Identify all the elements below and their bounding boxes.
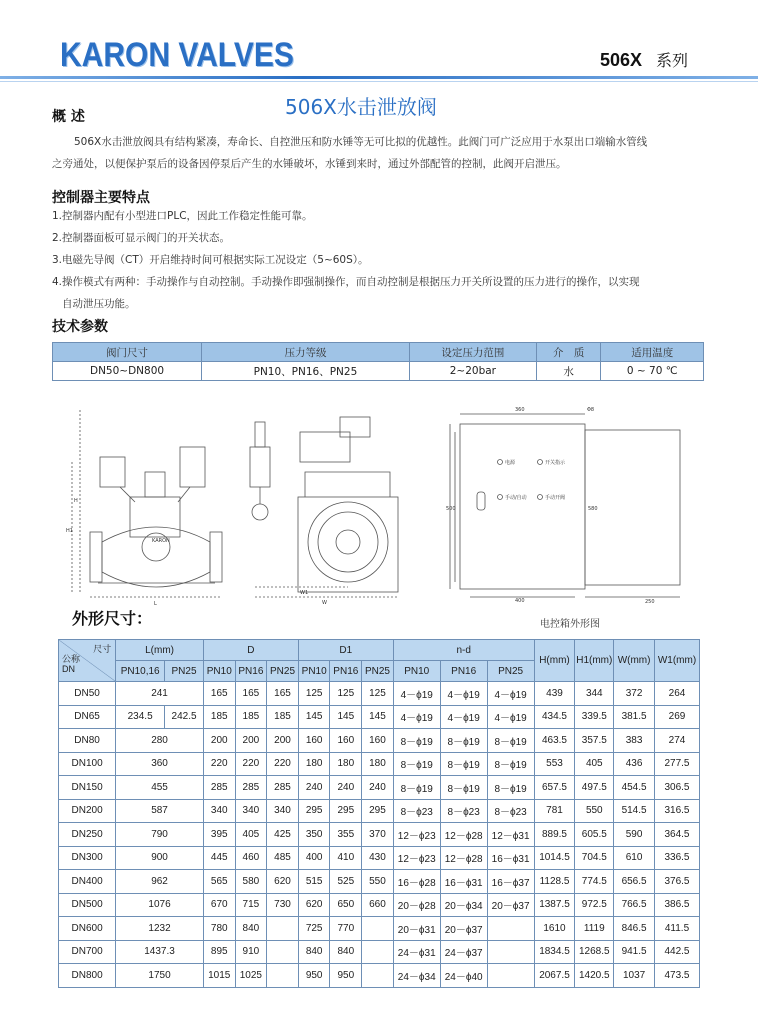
table-cell: 1014.5	[534, 846, 575, 870]
table-cell: 285	[267, 776, 299, 800]
table-cell: 650	[330, 893, 362, 917]
series-code: 506X	[599, 50, 642, 70]
corner-bottom-2: DN	[62, 664, 75, 674]
table-cell	[362, 940, 394, 964]
table-cell: 4－ϕ19	[440, 682, 487, 706]
table-cell: 165	[203, 682, 235, 706]
table-cell: 4－ϕ19	[487, 705, 534, 729]
table-cell	[487, 917, 534, 941]
corner-header-cell	[59, 640, 116, 682]
table-row	[59, 799, 700, 823]
table-cell: 285	[203, 776, 235, 800]
table-cell: 16－ϕ31	[440, 870, 487, 894]
table-cell: 454.5	[614, 776, 655, 800]
table-cell: 4－ϕ19	[393, 705, 440, 729]
header-w1: W1(mm)	[654, 640, 699, 682]
valve-side-view	[250, 417, 398, 597]
table-cell: 8－ϕ19	[393, 729, 440, 753]
table-cell: 410	[330, 846, 362, 870]
table-cell: 514.5	[614, 799, 655, 823]
table-row	[59, 940, 700, 964]
table-cell: 1037	[614, 964, 655, 988]
table-cell: 770	[330, 917, 362, 941]
table-cell: 200	[235, 729, 267, 753]
table-cell: 610	[614, 846, 655, 870]
table-cell: 515	[298, 870, 330, 894]
table-row	[59, 846, 700, 870]
table-cell: 2~20bar	[409, 362, 536, 381]
table-cell: 4－ϕ19	[393, 682, 440, 706]
table-cell: 20－ϕ28	[393, 893, 440, 917]
table-cell: 242.5	[165, 705, 204, 729]
corner-top: 尺寸	[93, 644, 112, 654]
table-cell: 962	[116, 870, 204, 894]
corner-bottom-1: 公称	[62, 654, 81, 664]
table-cell: DN65	[59, 705, 116, 729]
table-row	[59, 964, 700, 988]
table-cell: 550	[575, 799, 614, 823]
feature-item: 1.控制器内配有小型进口PLC，因此工作稳定性能可靠。	[52, 210, 313, 222]
overview-paragraph	[52, 131, 712, 175]
table-cell: 715	[235, 893, 267, 917]
brand-mark: KARON	[152, 538, 170, 544]
dim-250: 250	[645, 599, 655, 605]
sub-header: PN25	[487, 661, 534, 682]
table-cell: PN10、PN16、PN25	[202, 362, 410, 381]
table-cell: 656.5	[614, 870, 655, 894]
table-cell: 8－ϕ19	[440, 729, 487, 753]
table-cell: 125	[330, 682, 362, 706]
table-cell: 240	[362, 776, 394, 800]
table-cell: 180	[330, 752, 362, 776]
dim-580: 580	[588, 506, 598, 512]
table-cell: 372	[614, 682, 655, 706]
sub-header: PN10	[298, 661, 330, 682]
technical-drawings	[60, 402, 700, 617]
table-cell: 1834.5	[534, 940, 575, 964]
table-cell: 463.5	[534, 729, 575, 753]
table-cell: 889.5	[534, 823, 575, 847]
table-cell: 780	[203, 917, 235, 941]
sub-header: PN10,16	[116, 661, 165, 682]
table-cell: 657.5	[534, 776, 575, 800]
table-row	[59, 682, 700, 706]
brand-logo: KARON VALVES	[60, 36, 294, 74]
table-cell: 425	[267, 823, 299, 847]
table-cell: 295	[362, 799, 394, 823]
table-cell: 670	[203, 893, 235, 917]
table-row	[59, 752, 700, 776]
table-cell: 355	[330, 823, 362, 847]
table-cell: 430	[362, 846, 394, 870]
table-cell: 395	[203, 823, 235, 847]
label-h1: H1	[66, 528, 73, 534]
table-cell: 370	[362, 823, 394, 847]
table-cell: 895	[203, 940, 235, 964]
document-title: 506X水击泄放阀	[285, 95, 437, 119]
table-cell: 12－ϕ28	[440, 823, 487, 847]
table-cell: 185	[267, 705, 299, 729]
table-header-row	[53, 343, 704, 362]
table-cell: 1015	[203, 964, 235, 988]
table-cell: DN150	[59, 776, 116, 800]
table-cell: DN600	[59, 917, 116, 941]
overview-heading: 概 述	[52, 109, 85, 125]
table-cell: 8－ϕ19	[440, 752, 487, 776]
table-cell: DN100	[59, 752, 116, 776]
feature-item: 3.电磁先导阀（CT）开启维持时间可根据实际工况设定（5~60S）。	[52, 254, 369, 266]
table-cell: 1232	[116, 917, 204, 941]
dim-400: 400	[515, 598, 525, 604]
table-cell: 357.5	[575, 729, 614, 753]
dim-phi8: Φ8	[587, 407, 595, 413]
label-w: W	[322, 600, 327, 606]
table-cell: 2067.5	[534, 964, 575, 988]
table-cell: 364.5	[654, 823, 699, 847]
table-cell	[362, 917, 394, 941]
table-cell: 900	[116, 846, 204, 870]
table-cell: 8－ϕ23	[487, 799, 534, 823]
tech-heading: 技术参数	[52, 319, 108, 335]
table-cell: 24－ϕ34	[393, 964, 440, 988]
series-label	[600, 48, 688, 71]
table-cell: 376.5	[654, 870, 699, 894]
table-cell: 220	[235, 752, 267, 776]
table-cell: 241	[116, 682, 204, 706]
table-cell: 0 ~ 70 ℃	[601, 362, 704, 381]
group-header-d: D	[203, 640, 298, 661]
table-cell: 455	[116, 776, 204, 800]
dim-360: 360	[515, 407, 525, 413]
table-cell	[267, 940, 299, 964]
table-cell: 781	[534, 799, 575, 823]
table-cell: 620	[298, 893, 330, 917]
panel-label: 手动/自动	[505, 495, 527, 501]
table-cell: 790	[116, 823, 204, 847]
table-cell: 442.5	[654, 940, 699, 964]
table-cell: 434.5	[534, 705, 575, 729]
table-cell: 774.5	[575, 870, 614, 894]
table-cell: 16－ϕ37	[487, 870, 534, 894]
header-cell: 适用温度	[601, 343, 704, 362]
table-cell: 620	[267, 870, 299, 894]
table-cell: 1610	[534, 917, 575, 941]
table-cell: 145	[298, 705, 330, 729]
table-cell: 8－ϕ19	[393, 776, 440, 800]
table-cell: 240	[330, 776, 362, 800]
table-cell: 730	[267, 893, 299, 917]
table-cell: 8－ϕ19	[487, 729, 534, 753]
table-cell: 605.5	[575, 823, 614, 847]
table-cell: 660	[362, 893, 394, 917]
table-cell: 386.5	[654, 893, 699, 917]
table-row	[59, 705, 700, 729]
table-cell	[487, 940, 534, 964]
sub-header: PN10	[393, 661, 440, 682]
panel-label: 手动开阀	[545, 495, 566, 501]
table-cell: 125	[362, 682, 394, 706]
table-cell: 295	[330, 799, 362, 823]
table-cell: 12－ϕ28	[440, 846, 487, 870]
dimensions-table-body	[59, 682, 700, 988]
table-cell: 185	[203, 705, 235, 729]
table-cell: 20－ϕ37	[487, 893, 534, 917]
sub-header: PN16	[235, 661, 267, 682]
table-cell: 1076	[116, 893, 204, 917]
table-cell: 840	[330, 940, 362, 964]
table-cell: 165	[235, 682, 267, 706]
table-cell: 277.5	[654, 752, 699, 776]
header-h: H(mm)	[534, 640, 575, 682]
table-cell: 340	[267, 799, 299, 823]
table-cell: 295	[298, 799, 330, 823]
table-cell: 180	[298, 752, 330, 776]
feature-item: 自动泄压功能。	[62, 298, 136, 310]
tech-params-table	[52, 342, 704, 381]
table-cell: 350	[298, 823, 330, 847]
table-cell	[362, 964, 394, 988]
table-cell: 8－ϕ19	[487, 776, 534, 800]
header-cell: 阀门尺寸	[53, 343, 202, 362]
table-cell: 1268.5	[575, 940, 614, 964]
table-cell: DN50	[59, 682, 116, 706]
table-cell: 269	[654, 705, 699, 729]
table-cell: 473.5	[654, 964, 699, 988]
group-header-d1: D1	[298, 640, 393, 661]
table-cell: 306.5	[654, 776, 699, 800]
table-cell: 12－ϕ23	[393, 823, 440, 847]
table-cell: 704.5	[575, 846, 614, 870]
table-cell: 4－ϕ19	[487, 682, 534, 706]
dimensions-title: 外形尺寸：	[72, 609, 153, 628]
series-word: 系列	[655, 51, 688, 70]
dim-500: 500	[446, 506, 456, 512]
table-row	[59, 917, 700, 941]
table-cell: 264	[654, 682, 699, 706]
table-cell: 8－ϕ19	[393, 752, 440, 776]
overview-line-1: 506X水击泄放阀具有结构紧凑，寿命长、自控泄压和防水锤等无可比拟的优越性。此阀门可广泛应用于水泵出口端输水管线	[74, 136, 648, 148]
table-cell: 285	[235, 776, 267, 800]
table-cell: 340	[203, 799, 235, 823]
table-cell: 20－ϕ37	[440, 917, 487, 941]
panel-label: 开关指示	[545, 460, 566, 466]
table-cell: 1128.5	[534, 870, 575, 894]
table-cell: 1750	[116, 964, 204, 988]
sub-header: PN16	[440, 661, 487, 682]
header-cell: 设定压力范围	[409, 343, 536, 362]
header-cell: 压力等级	[202, 343, 410, 362]
table-cell: 20－ϕ31	[393, 917, 440, 941]
table-cell: 950	[330, 964, 362, 988]
table-cell: 400	[298, 846, 330, 870]
table-cell: 411.5	[654, 917, 699, 941]
label-l: L	[154, 601, 157, 607]
label-h: H	[74, 498, 78, 504]
table-cell: 436	[614, 752, 655, 776]
sub-header: PN25	[165, 661, 204, 682]
table-cell: 840	[235, 917, 267, 941]
sub-header: PN25	[267, 661, 299, 682]
table-row	[59, 870, 700, 894]
group-header-nd: n-d	[393, 640, 534, 661]
table-cell: 220	[203, 752, 235, 776]
panel-label: 电源	[505, 460, 516, 466]
table-row	[59, 729, 700, 753]
table-cell: 725	[298, 917, 330, 941]
table-cell: 497.5	[575, 776, 614, 800]
table-cell: 1420.5	[575, 964, 614, 988]
table-cell: 766.5	[614, 893, 655, 917]
table-cell: 846.5	[614, 917, 655, 941]
table-cell: 336.5	[654, 846, 699, 870]
group-header-l: L(mm)	[116, 640, 204, 661]
table-cell: 274	[654, 729, 699, 753]
table-cell: 381.5	[614, 705, 655, 729]
feature-item: 4.操作模式有两种：手动操作与自动控制。手动操作即强制操作，而自动控制是根据压力开关所设置的压力进行的操作，以实现	[52, 276, 640, 288]
table-cell: 941.5	[614, 940, 655, 964]
feature-item: 2.控制器面板可显示阀门的开关状态。	[52, 232, 231, 244]
features-heading: 控制器主要特点	[52, 190, 150, 206]
table-row	[59, 776, 700, 800]
table-cell: 360	[116, 752, 204, 776]
table-cell: 445	[203, 846, 235, 870]
table-cell: DN400	[59, 870, 116, 894]
table-cell: 280	[116, 729, 204, 753]
table-cell: 316.5	[654, 799, 699, 823]
table-cell: 587	[116, 799, 204, 823]
table-cell: 972.5	[575, 893, 614, 917]
table-cell: 344	[575, 682, 614, 706]
table-group-header-row	[59, 640, 700, 661]
table-cell: 185	[235, 705, 267, 729]
features-list	[52, 205, 722, 315]
sub-header: PN10	[203, 661, 235, 682]
table-row	[59, 893, 700, 917]
table-cell: 580	[235, 870, 267, 894]
table-cell: 125	[298, 682, 330, 706]
table-cell: 160	[298, 729, 330, 753]
table-cell: 439	[534, 682, 575, 706]
header-w: W(mm)	[614, 640, 655, 682]
table-cell: 24－ϕ40	[440, 964, 487, 988]
table-cell: 8－ϕ23	[440, 799, 487, 823]
table-cell	[267, 917, 299, 941]
header-rule-thin	[0, 81, 758, 82]
table-cell: 553	[534, 752, 575, 776]
table-cell: 910	[235, 940, 267, 964]
overview-line-2: 之旁通处，以便保护泵后的设备因停泵后产生的水锤破坏，水锤到来时，通过外部配管的控制，此阀开启泄压。	[52, 158, 567, 170]
table-cell: 383	[614, 729, 655, 753]
table-cell: 485	[267, 846, 299, 870]
control-box-drawing	[450, 414, 680, 597]
table-cell: 590	[614, 823, 655, 847]
table-cell: 340	[235, 799, 267, 823]
table-cell: 180	[362, 752, 394, 776]
table-cell: 12－ϕ31	[487, 823, 534, 847]
table-cell: 525	[330, 870, 362, 894]
table-cell: DN80	[59, 729, 116, 753]
header-cell: 介 质	[536, 343, 601, 362]
table-cell: 20－ϕ34	[440, 893, 487, 917]
table-cell: DN50~DN800	[53, 362, 202, 381]
table-cell: 840	[298, 940, 330, 964]
table-cell: 8－ϕ23	[393, 799, 440, 823]
table-cell: 200	[267, 729, 299, 753]
table-cell: 145	[362, 705, 394, 729]
table-cell: 24－ϕ31	[393, 940, 440, 964]
table-cell: 405	[575, 752, 614, 776]
table-cell: 8－ϕ19	[487, 752, 534, 776]
table-cell: 165	[267, 682, 299, 706]
table-cell: 460	[235, 846, 267, 870]
table-cell: 220	[267, 752, 299, 776]
table-cell: 1387.5	[534, 893, 575, 917]
table-cell: DN300	[59, 846, 116, 870]
table-cell: 160	[330, 729, 362, 753]
table-cell: DN250	[59, 823, 116, 847]
table-cell: 240	[298, 776, 330, 800]
table-cell: 160	[362, 729, 394, 753]
table-cell: 1025	[235, 964, 267, 988]
valve-front-view	[72, 410, 222, 597]
table-cell: 16－ϕ31	[487, 846, 534, 870]
dimensions-table	[58, 639, 700, 988]
table-cell: 1119	[575, 917, 614, 941]
table-cell: 12－ϕ23	[393, 846, 440, 870]
table-cell: 200	[203, 729, 235, 753]
table-cell	[487, 964, 534, 988]
table-cell: DN200	[59, 799, 116, 823]
table-cell: 145	[330, 705, 362, 729]
table-cell: 16－ϕ28	[393, 870, 440, 894]
table-cell: DN500	[59, 893, 116, 917]
table-cell: 550	[362, 870, 394, 894]
table-row	[59, 823, 700, 847]
table-row	[53, 362, 704, 381]
sub-header: PN25	[362, 661, 394, 682]
table-cell	[267, 964, 299, 988]
table-cell: DN800	[59, 964, 116, 988]
header-rule	[0, 76, 758, 79]
table-cell: 1437.3	[116, 940, 204, 964]
label-w1: W1	[300, 590, 309, 596]
table-cell: 8－ϕ19	[440, 776, 487, 800]
header-h1: H1(mm)	[575, 640, 614, 682]
table-cell: 565	[203, 870, 235, 894]
table-cell: 234.5	[116, 705, 165, 729]
table-cell: 4－ϕ19	[440, 705, 487, 729]
table-cell: 24－ϕ37	[440, 940, 487, 964]
table-cell: DN700	[59, 940, 116, 964]
table-cell: 950	[298, 964, 330, 988]
control-box-caption: 电控箱外形图	[540, 619, 600, 630]
sub-header: PN16	[330, 661, 362, 682]
table-cell: 339.5	[575, 705, 614, 729]
table-cell: 405	[235, 823, 267, 847]
table-cell: 水	[536, 362, 601, 381]
